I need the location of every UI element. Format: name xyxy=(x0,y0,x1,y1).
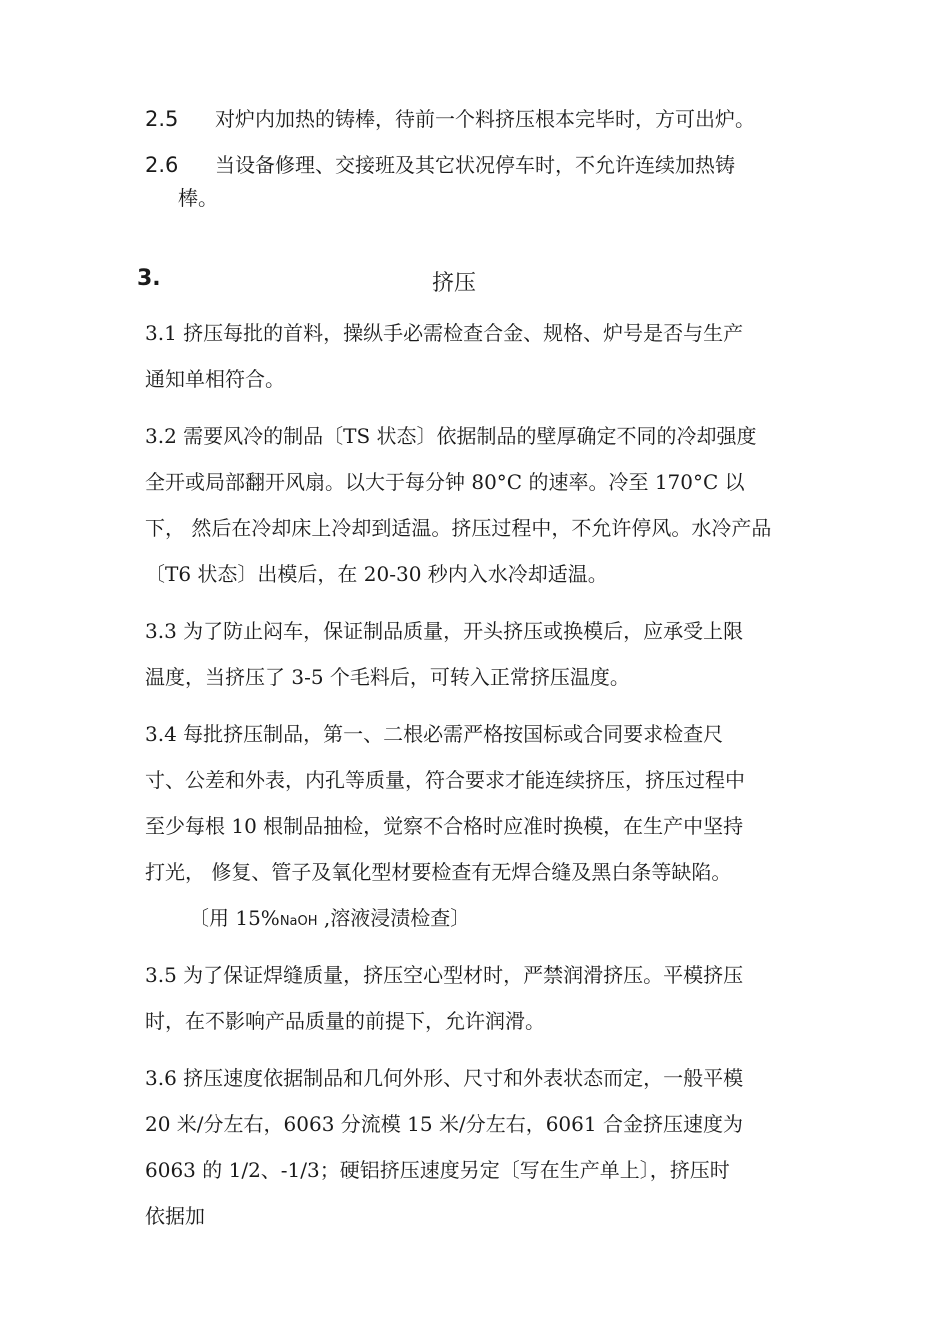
note-after: ,溶液浸渍检查〕 xyxy=(317,906,471,930)
clause-2-5 xyxy=(145,104,825,134)
clause-2-6 xyxy=(145,150,825,180)
paragraph-line: 3.6 挤压速度依据制品和几何外形、尺寸和外表状态而定，一般平模 xyxy=(145,1066,744,1090)
paragraph-line: 温度，当挤压了 3-5 个毛料后，可转入正常挤压温度。 xyxy=(145,665,630,689)
naoh-label: NaOH xyxy=(279,914,318,929)
paragraph-line: 3.2 需要风冷的制品〔TS 状态〕依据制品的壁厚确定不同的冷却强度 xyxy=(145,424,757,448)
paragraph-line: 3.4 每批挤压制品，第一、二根必需严格按国标或合同要求检查尺 xyxy=(145,722,724,746)
paragraph-line: 全开或局部翻开风扇。以大于每分钟 80°C 的速率。冷至 170°C 以 xyxy=(145,470,745,494)
section-number: 3. xyxy=(137,266,161,291)
paragraph-line: 20 米/分左右，6063 分流模 15 米/分左右，6061 合金挤压速度为 xyxy=(145,1112,743,1136)
paragraph-line: 打光， 修复、管子及氧化型材要检查有无焊合缝及黑白条等缺陷。 xyxy=(145,860,732,884)
paragraph-line: 寸、公差和外表，内孔等质量，符合要求才能连续挤压，挤压过程中 xyxy=(145,768,745,792)
clause-2-6-continuation: 棒。 xyxy=(178,186,218,210)
clause-text: 对炉内加热的铸棒，待前一个料挤压根本完毕时，方可出炉。 xyxy=(215,107,755,131)
clause-number: 2.5 xyxy=(145,107,179,131)
clause-text: 当设备修理、交接班及其它状况停车时，不允许连续加热铸 xyxy=(215,153,735,177)
paragraph-line: 下， 然后在冷却床上冷却到适温。挤压过程中，不允许停风。水冷产品 xyxy=(145,516,772,540)
paragraph-line: 〔T6 状态〕出模后，在 20-30 秒内入水冷却适温。 xyxy=(145,562,608,586)
note-before: 〔用 15% xyxy=(189,906,280,930)
paragraph-line: 3.3 为了防止闷车，保证制品质量，开头挤压或换模后，应承受上限 xyxy=(145,619,744,643)
paragraph-line: 3.1 挤压每批的首料，操纵手必需检查合金、规格、炉号是否与生产 xyxy=(145,321,744,345)
paragraph-line: 依据加 xyxy=(145,1204,205,1228)
paragraph-line: 6063 的 1/2、-1/3；硬铝挤压速度另定〔写在生产单上〕，挤压时 xyxy=(145,1158,730,1182)
clause-number: 2.6 xyxy=(145,153,179,177)
paragraph-line: 3.5 为了保证焊缝质量，挤压空心型材时，严禁润滑挤压。平模挤压 xyxy=(145,963,744,987)
section-body xyxy=(145,310,825,1239)
paragraph-line: 至少每根 10 根制品抽检，觉察不合格时应准时换模，在生产中坚持 xyxy=(145,814,744,838)
paragraph-line: 通知单相符合。 xyxy=(145,367,285,391)
section-title: 挤压 xyxy=(432,271,477,296)
paragraph-line: 时，在不影响产品质量的前提下，允许润滑。 xyxy=(145,1009,545,1033)
paragraph-note xyxy=(145,895,825,941)
